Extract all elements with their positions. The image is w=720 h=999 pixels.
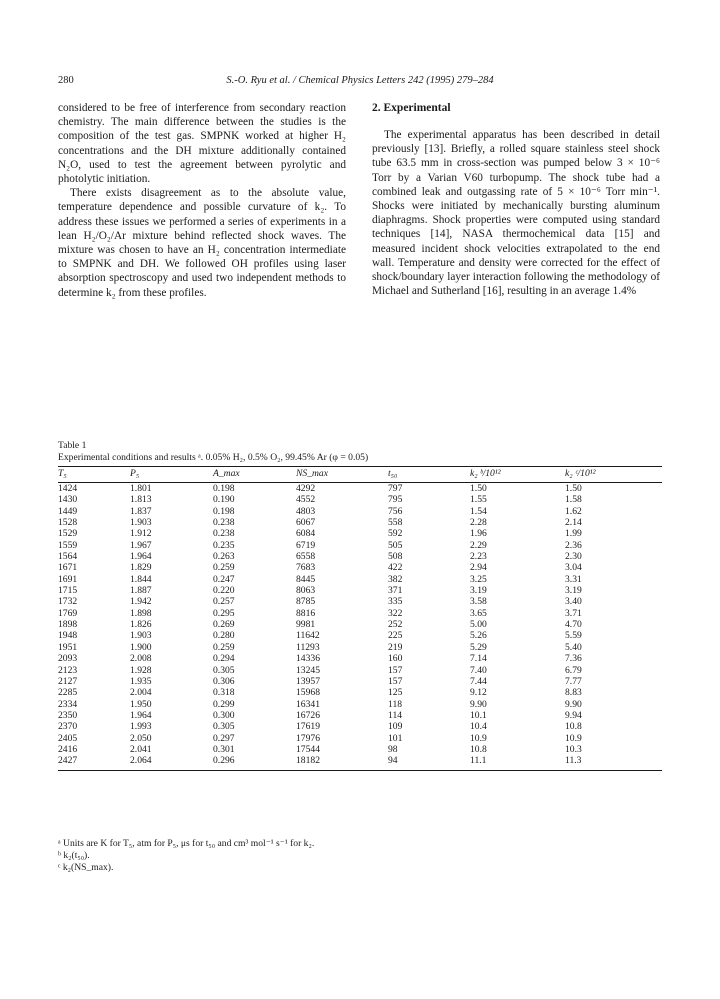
table-cell: 7.44: [470, 675, 487, 687]
table-cell: 1715: [58, 585, 78, 597]
table-cell: 160: [388, 653, 403, 665]
table-footnotes: [58, 838, 662, 874]
table-cell: 756: [388, 505, 403, 517]
footnote-b: ᵇ k₂(t₅₀).: [58, 850, 90, 861]
table-cell: 558: [388, 517, 403, 529]
table-row: [58, 551, 662, 562]
section-title: 2. Experimental: [372, 102, 451, 114]
table-cell: 1.50: [565, 483, 582, 494]
table-cell: 508: [388, 551, 403, 563]
table-cell: 1951: [58, 641, 78, 653]
table-row: [58, 574, 662, 585]
table-cell: 422: [388, 562, 403, 574]
table-cell: 2.008: [130, 653, 152, 665]
table-row: [58, 699, 662, 710]
table-cell: 0.299: [213, 698, 235, 710]
table-cell: 1898: [58, 619, 78, 631]
table-cell: 1.950: [130, 698, 152, 710]
table-cell: 16341: [296, 698, 320, 710]
table-cell: 1.58: [565, 494, 582, 506]
table-cell: 335: [388, 596, 403, 608]
table-cell: 2427: [58, 755, 130, 770]
table-cell: 3.71: [565, 607, 582, 619]
table-cell: 8.83: [565, 687, 582, 699]
table-cell: 0.198: [213, 505, 235, 517]
table-cell: 0.306: [213, 675, 235, 687]
table-cell: 1.62: [565, 505, 582, 517]
table-cell: 114: [388, 709, 403, 721]
table-cell: 2.064: [130, 755, 213, 770]
table-cell: 98: [388, 743, 398, 755]
table-cell: 1.54: [470, 505, 487, 517]
table-cell: 3.31: [565, 573, 582, 585]
table-row: [58, 506, 662, 517]
table-cell: 2405: [58, 732, 78, 744]
table-cell: 2370: [58, 721, 78, 733]
table-cell: 9.90: [565, 698, 582, 710]
table-cell: 2.23: [470, 551, 487, 563]
table-cell: 1.837: [130, 505, 152, 517]
header-cell: t₅₀: [388, 467, 470, 483]
table-cell: 0.238: [213, 528, 235, 540]
table-cell: 382: [388, 573, 403, 585]
table-label: Table 1: [58, 440, 87, 451]
table-cell: 10.3: [565, 743, 582, 755]
table-cell: 0.305: [213, 721, 235, 733]
left-column: [58, 101, 346, 300]
table-row: [58, 494, 662, 505]
table-cell: 0.305: [213, 664, 235, 676]
table-cell: 2.004: [130, 687, 152, 699]
table-cell: 1.967: [130, 539, 152, 551]
table-caption: Experimental conditions and results ᵃ. 0.05% H₂, 0.5% O₂, 99.45% Ar (φ = 0.05): [58, 452, 369, 463]
table-cell: 1.900: [130, 641, 152, 653]
header-cell: P₅: [130, 467, 213, 483]
table-cell: 2.29: [470, 539, 487, 551]
table-cell: 11.1: [470, 755, 565, 770]
table-cell: 109: [388, 721, 403, 733]
table-cell: 1732: [58, 596, 78, 608]
table-cell: 797: [388, 483, 403, 494]
table-cell: 1.887: [130, 585, 152, 597]
table-cell: 1.903: [130, 630, 152, 642]
table-cell: 1.964: [130, 551, 152, 563]
table-row: [58, 642, 662, 653]
table-cell: 7683: [296, 562, 316, 574]
table-cell: 5.26: [470, 630, 487, 642]
table-cell: 4292: [296, 483, 316, 494]
table-cell: 1.942: [130, 596, 152, 608]
table-cell: 125: [388, 687, 403, 699]
table-cell: 219: [388, 641, 403, 653]
table-cell: 1.928: [130, 664, 152, 676]
table-cell: 2.28: [470, 517, 487, 529]
table-cell: 3.40: [565, 596, 582, 608]
table-cell: 2.041: [130, 743, 152, 755]
table-row: [58, 540, 662, 551]
table-row: [58, 619, 662, 630]
right-column: [372, 101, 660, 298]
footnote-c: ᶜ k₂(NS_max).: [58, 862, 114, 873]
table-row: [58, 687, 662, 698]
table-cell: 1.903: [130, 517, 152, 529]
table-cell: 252: [388, 619, 403, 631]
table-cell: 10.9: [565, 732, 582, 744]
table-cell: 11293: [296, 641, 320, 653]
header-cell: k₂ ᶜ/10¹²: [565, 467, 662, 483]
table-row: [58, 676, 662, 687]
table-cell: 1564: [58, 551, 78, 563]
table-row: [58, 710, 662, 721]
table-cell: 1.99: [565, 528, 582, 540]
table-cell: 6719: [296, 539, 316, 551]
table-row: [58, 744, 662, 755]
table-cell: 17544: [296, 743, 320, 755]
table-row: [58, 585, 662, 596]
table-cell: 6084: [296, 528, 316, 540]
table-cell: 7.36: [565, 653, 582, 665]
table-cell: 1430: [58, 494, 78, 506]
table-cell: 1671: [58, 562, 78, 574]
table-cell: 9.90: [470, 698, 487, 710]
page-number: 280: [58, 75, 74, 86]
table-row: [58, 483, 662, 495]
left-paragraph-2: There exists disagreement as to the absolute value, temperature dependence and possible curvature of k₂. To address these issues we performed a series of experiments in a lean H₂/O₂/Ar mixture behind reflected shock waves. The mixture was chosen to have an H₂ concentration intermediate to SMPNK and DH. We followed OH profiles using laser absorption spectroscopy and used two independent methods to determine k₂ from these profiles.: [58, 187, 346, 299]
table-cell: 795: [388, 494, 403, 506]
table-cell: 8445: [296, 573, 316, 585]
table-cell: 1424: [58, 483, 78, 494]
table-cell: 1769: [58, 607, 78, 619]
table-cell: 0.263: [213, 551, 235, 563]
table-cell: 10.8: [565, 721, 582, 733]
header-cell: k₂ ᵇ/10¹²: [470, 467, 565, 483]
page-header: [58, 75, 662, 89]
table-cell: 10.4: [470, 721, 487, 733]
table-cell: 2.050: [130, 732, 152, 744]
table-cell: 9.12: [470, 687, 487, 699]
table-row: [58, 733, 662, 744]
table-cell: 7.14: [470, 653, 487, 665]
table-cell: 3.19: [470, 585, 487, 597]
table-cell: 3.58: [470, 596, 487, 608]
table-row: [58, 596, 662, 607]
footnote-a: ᵃ Units are K for T₅, atm for P₅, μs for t₅₀ and cm³ mol⁻¹ s⁻¹ for k₂.: [58, 838, 315, 849]
table-cell: 1.964: [130, 709, 152, 721]
table-cell: 1.801: [130, 483, 152, 494]
table-cell: 1.813: [130, 494, 152, 506]
table-cell: 1948: [58, 630, 78, 642]
table-cell: 9.94: [565, 709, 582, 721]
table-cell: 10.8: [470, 743, 487, 755]
table-cell: 118: [388, 698, 403, 710]
header-cell: T₅: [58, 467, 130, 483]
table-cell: 2.30: [565, 551, 582, 563]
header-cell: NS_max: [296, 467, 388, 483]
table-cell: 13957: [296, 675, 320, 687]
table-cell: 15968: [296, 687, 320, 699]
table-cell: 0.235: [213, 539, 235, 551]
left-paragraph-1: considered to be free of interference from secondary reaction chemistry. The main difference between the studies is the composition of the test gas. SMPNK worked at higher H₂ concentrations and the DH mixture additionally contained N₂O, used to test the agreement between pyrolytic and photolytic initiation.: [58, 102, 346, 186]
table-cell: 13245: [296, 664, 320, 676]
table-cell: 592: [388, 528, 403, 540]
table-row: [58, 721, 662, 732]
table-cell: 1.912: [130, 528, 152, 540]
table-cell: 0.247: [213, 573, 235, 585]
table-cell: 157: [388, 664, 403, 676]
table-cell: 0.297: [213, 732, 235, 744]
table-cell: 17619: [296, 721, 320, 733]
table-cell: 3.04: [565, 562, 582, 574]
table-row: [58, 608, 662, 619]
table-1: [58, 440, 662, 771]
table-cell: 0.198: [213, 483, 235, 494]
table-cell: 18182: [296, 755, 388, 770]
table-cell: 1528: [58, 517, 78, 529]
table-cell: 16726: [296, 709, 320, 721]
table-cell: 6.79: [565, 664, 582, 676]
table-cell: 7.77: [565, 675, 582, 687]
table-row: [58, 755, 662, 770]
table-cell: 322: [388, 607, 403, 619]
table-cell: 2.36: [565, 539, 582, 551]
table-row: [58, 562, 662, 573]
table-cell: 505: [388, 539, 403, 551]
table-cell: 225: [388, 630, 403, 642]
table-cell: 5.59: [565, 630, 582, 642]
table-cell: 157: [388, 675, 403, 687]
table-cell: 11.3: [565, 755, 662, 770]
table-cell: 0.300: [213, 709, 235, 721]
table-body: [58, 483, 662, 771]
results-table: [58, 466, 662, 771]
table-row: [58, 665, 662, 676]
table-cell: 101: [388, 732, 403, 744]
table-cell: 2093: [58, 653, 78, 665]
table-cell: 1.96: [470, 528, 487, 540]
table-cell: 0.257: [213, 596, 235, 608]
table-cell: 5.00: [470, 619, 487, 631]
table-cell: 0.190: [213, 494, 235, 506]
table-cell: 7.40: [470, 664, 487, 676]
table-cell: 11642: [296, 630, 320, 642]
table-cell: 2334: [58, 698, 78, 710]
table-cell: 0.238: [213, 517, 235, 529]
table-cell: 8063: [296, 585, 316, 597]
table-cell: 5.40: [565, 641, 582, 653]
table-cell: 371: [388, 585, 403, 597]
table-cell: 8816: [296, 607, 316, 619]
table-cell: 0.220: [213, 585, 235, 597]
table-cell: 4.70: [565, 619, 582, 631]
table-cell: 1529: [58, 528, 78, 540]
table-cell: 9981: [296, 619, 316, 631]
table-cell: 1691: [58, 573, 78, 585]
table-row: [58, 517, 662, 528]
table-cell: 1.993: [130, 721, 152, 733]
table-cell: 2.94: [470, 562, 487, 574]
table-cell: 1.935: [130, 675, 152, 687]
table-row: [58, 630, 662, 641]
table-cell: 2.14: [565, 517, 582, 529]
table-cell: 94: [388, 755, 470, 770]
running-title: S.-O. Ryu et al. / Chemical Physics Letters 242 (1995) 279–284: [226, 75, 494, 86]
header-cell: A_max: [213, 467, 296, 483]
table-cell: 0.259: [213, 562, 235, 574]
table-cell: 0.295: [213, 607, 235, 619]
table-cell: 17976: [296, 732, 320, 744]
table-row: [58, 653, 662, 664]
table-cell: 1.844: [130, 573, 152, 585]
table-cell: 1.55: [470, 494, 487, 506]
table-cell: 0.301: [213, 743, 235, 755]
table-cell: 2127: [58, 675, 78, 687]
table-cell: 1.898: [130, 607, 152, 619]
table-cell: 1.50: [470, 483, 487, 494]
table-cell: 6067: [296, 517, 316, 529]
table-row: [58, 528, 662, 539]
table-cell: 0.259: [213, 641, 235, 653]
table-cell: 6558: [296, 551, 316, 563]
table-cell: 0.294: [213, 653, 235, 665]
table-cell: 8785: [296, 596, 316, 608]
table-cell: 10.1: [470, 709, 487, 721]
table-cell: 3.25: [470, 573, 487, 585]
table-cell: 1.829: [130, 562, 152, 574]
table-cell: 3.19: [565, 585, 582, 597]
table-cell: 0.269: [213, 619, 235, 631]
table-cell: 10.9: [470, 732, 487, 744]
table-cell: 1449: [58, 505, 78, 517]
table-cell: 1559: [58, 539, 78, 551]
table-header-row: [58, 467, 662, 483]
table-cell: 0.318: [213, 687, 235, 699]
right-paragraph-1: The experimental apparatus has been described in detail previously [13]. Briefly, a rolled square stainless steel shock tube 63.5 mm in cross-section was pumped below 3 × 10⁻⁶ Torr by a Varian V60 turbopump. The shock tube had a combined leak and outgassing rate of 5 × 10⁻⁶ Torr min⁻¹. Shocks were initiated by mechanically bursting aluminum diaphragms. Shock properties were computed using standard techniques [14], NASA thermochemical data [15] and measured incident shock velocities extrapolated to the end wall. Temperature and density were corrected for the effect of shock/boundary layer interaction following the methodology of Michael and Sutherland [16], resulting in an average 1.4%: [372, 129, 660, 298]
table-cell: 2285: [58, 687, 78, 699]
table-cell: 4803: [296, 505, 316, 517]
table-cell: 1.826: [130, 619, 152, 631]
table-cell: 14336: [296, 653, 320, 665]
table-cell: 2416: [58, 743, 78, 755]
table-cell: 2123: [58, 664, 78, 676]
table-cell: 5.29: [470, 641, 487, 653]
table-cell: 2350: [58, 709, 78, 721]
table-cell: 4552: [296, 494, 316, 506]
table-cell: 0.296: [213, 755, 296, 770]
table-cell: 0.280: [213, 630, 235, 642]
table-cell: 3.65: [470, 607, 487, 619]
